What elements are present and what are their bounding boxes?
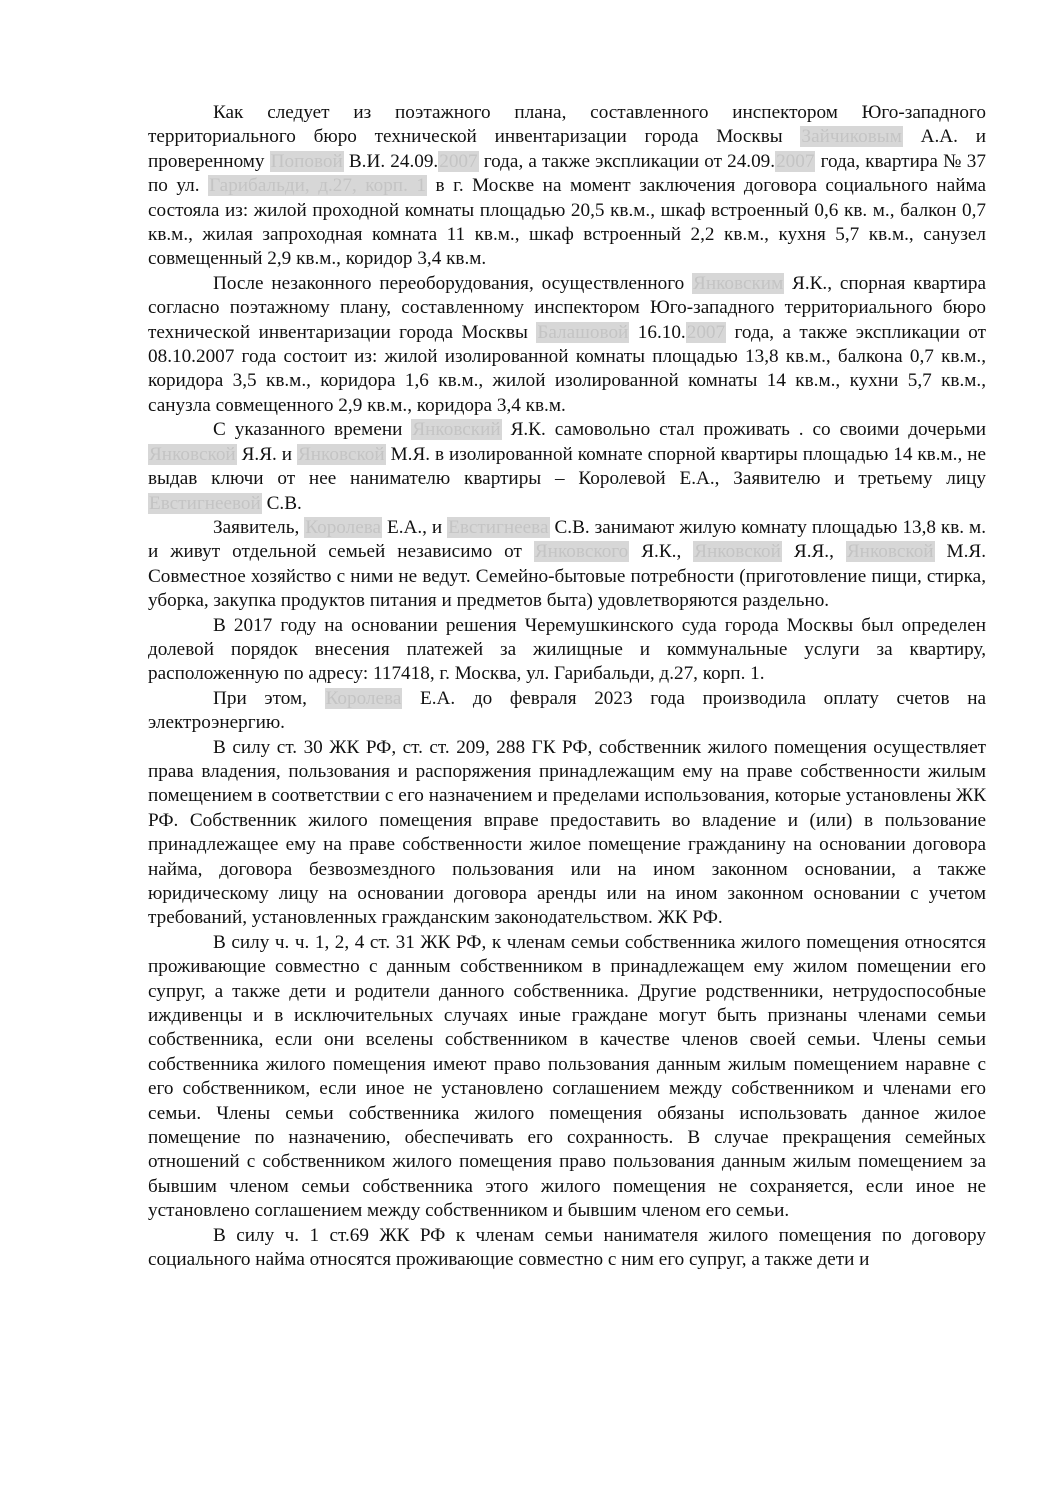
text-run: В.И. 24.09. xyxy=(343,150,439,172)
text-run: С.В. занимают жилую комнату площадью 13,8 кв. м. и живут отдельной семьей независимо от xyxy=(148,516,986,563)
paragraph xyxy=(148,1224,986,1273)
redacted-text: Евстигнеева xyxy=(448,516,549,538)
redacted-text: Янковской xyxy=(694,541,781,563)
text-run: С.В. xyxy=(261,492,302,514)
redacted-text: Зайчиковым xyxy=(801,126,902,148)
redacted-text: Янковским xyxy=(693,272,784,294)
redacted-text: Янковской xyxy=(149,443,236,465)
text-run: Я.Я., xyxy=(781,541,846,563)
redacted-text: Королева xyxy=(325,687,402,709)
paragraph xyxy=(148,931,986,1224)
paragraph xyxy=(148,101,986,272)
redacted-text: Поповой xyxy=(270,150,343,172)
redacted-text: 2007 xyxy=(776,150,815,172)
redacted-text: Янковской xyxy=(846,541,934,563)
text-run: Я.К., xyxy=(629,541,694,563)
paragraph xyxy=(148,418,986,516)
text-run: В силу ч. ч. 1, 2, 4 ст. 31 ЖК РФ, к членам семьи собственника жилого помещения относятся проживающие совместно с данным собственником в принадлежащем ему жилом помещении его супруг, а также дети и родители данного собственника. Другие родственники, нетрудоспособные иждивенцы и в исключительных случаях иные граждане могут быть признаны членами семьи собственника, если они вселены собственником в качестве членов своей семьи. Члены семьи собственника жилого помещения имеют право пользования данным жилым помещением наравне с его собственником, если иное не установлено соглашением между собственником и членами его семьи. Члены семьи собственника жилого помещения обязаны использовать данное жилое помещение по назначению, обеспечивать его сохранность. В случае прекращения семейных отношений с собственником жилого помещения право пользования данным жилым помещением за бывшим членом семьи собственника этого жилого помещения не сохраняется, если иное не установлено соглашением между собственником и бывшим членом его семьи. xyxy=(148,931,986,1222)
text-run: Я.К., спорная квартира согласно поэтажному плану, составленному инспектором Юго-западного территориального бюро технической инвентаризации города Москвы xyxy=(148,272,986,343)
text-run: В силу ст. 30 ЖК РФ, ст. ст. 209, 288 ГК РФ, собственник жилого помещения осуществляет права владения, пользования и распоряжения принадлежащим ему на праве собственности жилым помещением в соответствии с его назначением и пределами использования, которые установлены ЖК РФ. Собственник жилого помещения вправе предоставить во владение и (или) в пользование принадлежащее ему на праве собственности жилое помещение гражданину на основании договора найма, договора безвозмездного пользования или на ином законном основании, а также юридическому лицу на основании договора аренды или на ином законном основании с учетом требований, установленных гражданским законодательством. ЖК РФ. xyxy=(148,736,986,929)
text-run: Я.Я. и xyxy=(236,443,297,465)
text-run: При этом, xyxy=(213,687,325,709)
paragraph xyxy=(148,736,986,931)
redacted-text: Королева xyxy=(305,516,382,538)
redacted-text: Янковской xyxy=(297,443,385,465)
text-run: С указанного времени xyxy=(213,419,412,441)
text-run: После незаконного переоборудования, осуществленного xyxy=(213,272,693,294)
text-run: года, квартира № 37 по ул. xyxy=(148,150,986,197)
paragraph xyxy=(148,687,986,736)
redacted-text: Евстигнеевой xyxy=(149,492,261,514)
text-run: Заявитель, xyxy=(213,516,305,538)
redacted-text: 2007 xyxy=(686,321,726,343)
paragraph xyxy=(148,516,986,614)
text-run: года, а также экспликации от 24.09. xyxy=(478,150,776,172)
text-run: Как следует из поэтажного плана, составленного инспектором Юго-западного территориального бюро технической инвентаризации города Москвы xyxy=(148,102,986,148)
redacted-text: Гарибальди, д.27, корп. 1 xyxy=(209,175,427,197)
redacted-text: Янковский xyxy=(412,419,501,441)
redacted-text: Балашовой xyxy=(537,321,629,343)
text-run: 16.10. xyxy=(629,321,686,343)
text-run: в г. Москве на момент заключения договора социального найма состояла из: жилой проходной комнаты площадью 20,5 кв.м., шкаф встроенный 0,6 кв. м., балкон 0,7 кв.м., жилая запроходная комната 11 кв.м., шкаф встроенный 2,2 кв.м., кухня 5,7 кв.м., санузел совмещенный 2,9 кв.м., коридор 3,4 кв.м. xyxy=(148,175,987,270)
text-run: М.Я. Совместное хозяйство с ними не ведут. Семейно-бытовые потребности (приготовление пищи, стирка, уборка, закупка продуктов питания и предметов быта) удовлетворяются раздельно. xyxy=(148,541,986,612)
text-run: Е.А. до февраля 2023 года производила оплату счетов на электроэнергию. xyxy=(148,687,986,734)
paragraph xyxy=(148,614,986,687)
document-page xyxy=(148,101,986,1273)
paragraph xyxy=(148,272,986,418)
text-run: В силу ч. 1 ст.69 ЖК РФ к членам семьи нанимателя жилого помещения по договору социального найма относятся проживающие совместно с ним его супруг, а также дети и xyxy=(148,1224,986,1271)
text-run: Е.А., и xyxy=(382,516,448,538)
text-run: Я.К. самовольно стал проживать . со своими дочерьми xyxy=(501,419,986,441)
text-run: года, а также экспликации от 08.10.2007 года состоит из: жилой изолированной комнаты площадью 13,8 кв.м., балкона 0,7 кв.м., коридора 3,5 кв.м., коридора 1,6 кв.м., жилой изолированной комнаты 14 кв.м., кухни 5,7 кв.м., санузла совмещенного 2,9 кв.м., коридора 3,4 кв.м. xyxy=(148,321,986,416)
text-run: А.А. и проверенному xyxy=(148,126,986,172)
text-run: В 2017 году на основании решения Черемушкинского суда города Москвы был определен долевой порядок внесения платежей за жилищные и коммунальные услуги за квартиру, расположенную по адресу: 117418, г. Москва, ул. Гарибальди, д.27, корп. 1. xyxy=(148,614,986,685)
redacted-text: 2007 xyxy=(439,150,478,172)
text-run: М.Я. в изолированной комнате спорной квартиры площадью 14 кв.м., не выдав ключи от нее нанимателю квартиры – Королевой Е.А., Заявителю и третьему лицу xyxy=(148,443,986,490)
redacted-text: Янковского xyxy=(534,541,629,563)
